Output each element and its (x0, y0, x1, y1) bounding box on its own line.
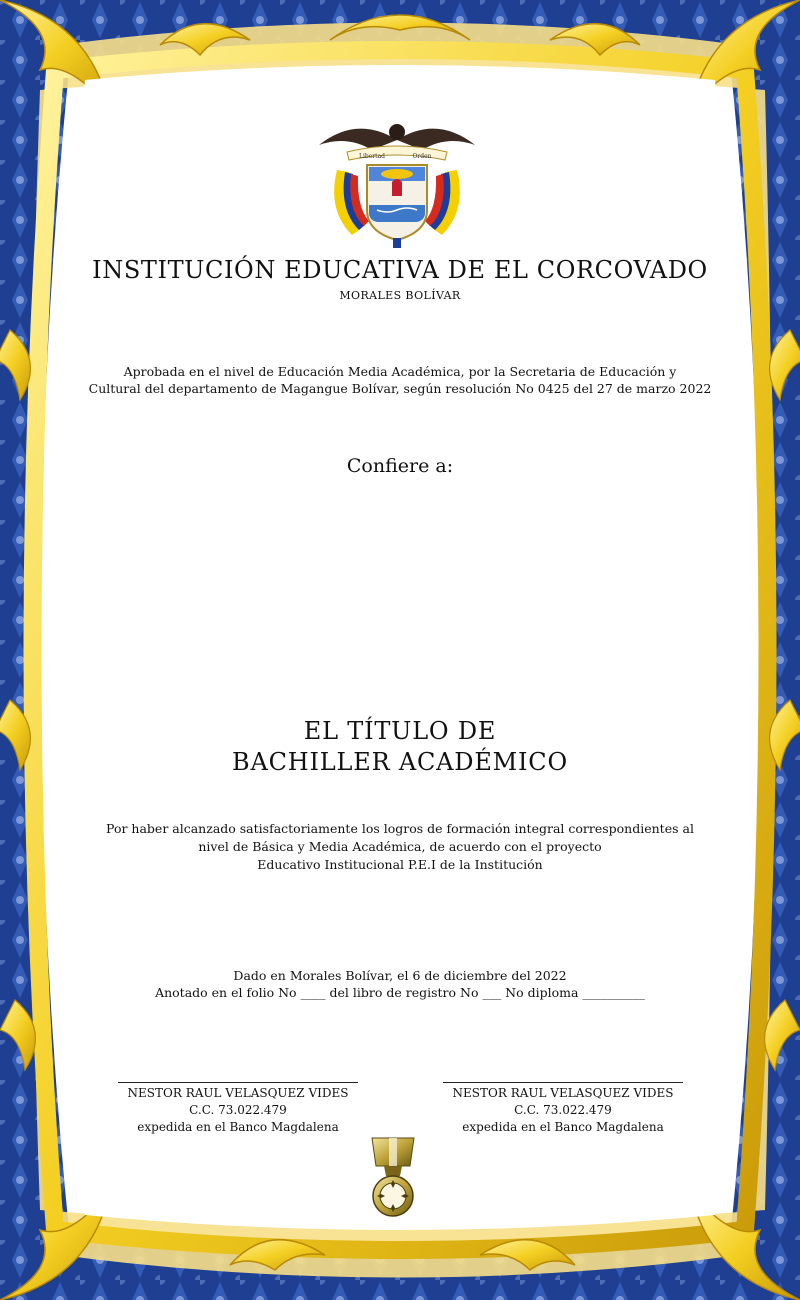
confers-heading: Confiere a: (346, 455, 454, 477)
degree-line-2: BACHILLER ACADÉMICO (232, 748, 568, 776)
signer-name: NESTOR RAUL VELASQUEZ VIDES (127, 1086, 349, 1100)
medal-icon (362, 1136, 424, 1220)
signer-id: C.C. 73.022.479 (514, 1103, 612, 1117)
signer-name: NESTOR RAUL VELASQUEZ VIDES (452, 1086, 674, 1100)
signature-line (443, 1082, 683, 1083)
signer-id-issued: expedida en el Banco Magdalena (462, 1120, 664, 1134)
institution-location: MORALES BOLÍVAR (339, 289, 461, 302)
degree-line-1: EL TÍTULO DE (303, 717, 497, 745)
approval-statement: Aprobada en el nivel de Educación Media Académica, por la Secretaria de Educación y Cultural del departamento de Magangue Bolívar, según resolución No 0425 del 27 de marzo 2022 (88, 364, 712, 396)
signature-block-left (108, 1082, 368, 1136)
svg-text:Orden: Orden (412, 153, 432, 160)
svg-text:Libertad: Libertad (359, 153, 385, 160)
institution-name: INSTITUCIÓN EDUCATIVA DE EL CORCOVADO (92, 256, 708, 284)
signer-id: C.C. 73.022.479 (189, 1103, 287, 1117)
issuance-statement: Dado en Morales Bolívar, el 6 de diciembre del 2022 Anotado en el folio No ____ del libro de registro No ___ No diploma __________ (155, 968, 645, 1000)
signer-id-issued: expedida en el Banco Magdalena (137, 1120, 339, 1134)
signature-line (118, 1082, 358, 1083)
coat-of-arms-icon (317, 110, 477, 250)
signature-block-right (433, 1082, 693, 1136)
merit-statement: Por haber alcanzado satisfactoriamente los logros de formación integral correspondientes al nivel de Básica y Media Académica, de acuerdo con el proyecto Educativo Institucional P.E.I de la Institución (106, 821, 694, 872)
